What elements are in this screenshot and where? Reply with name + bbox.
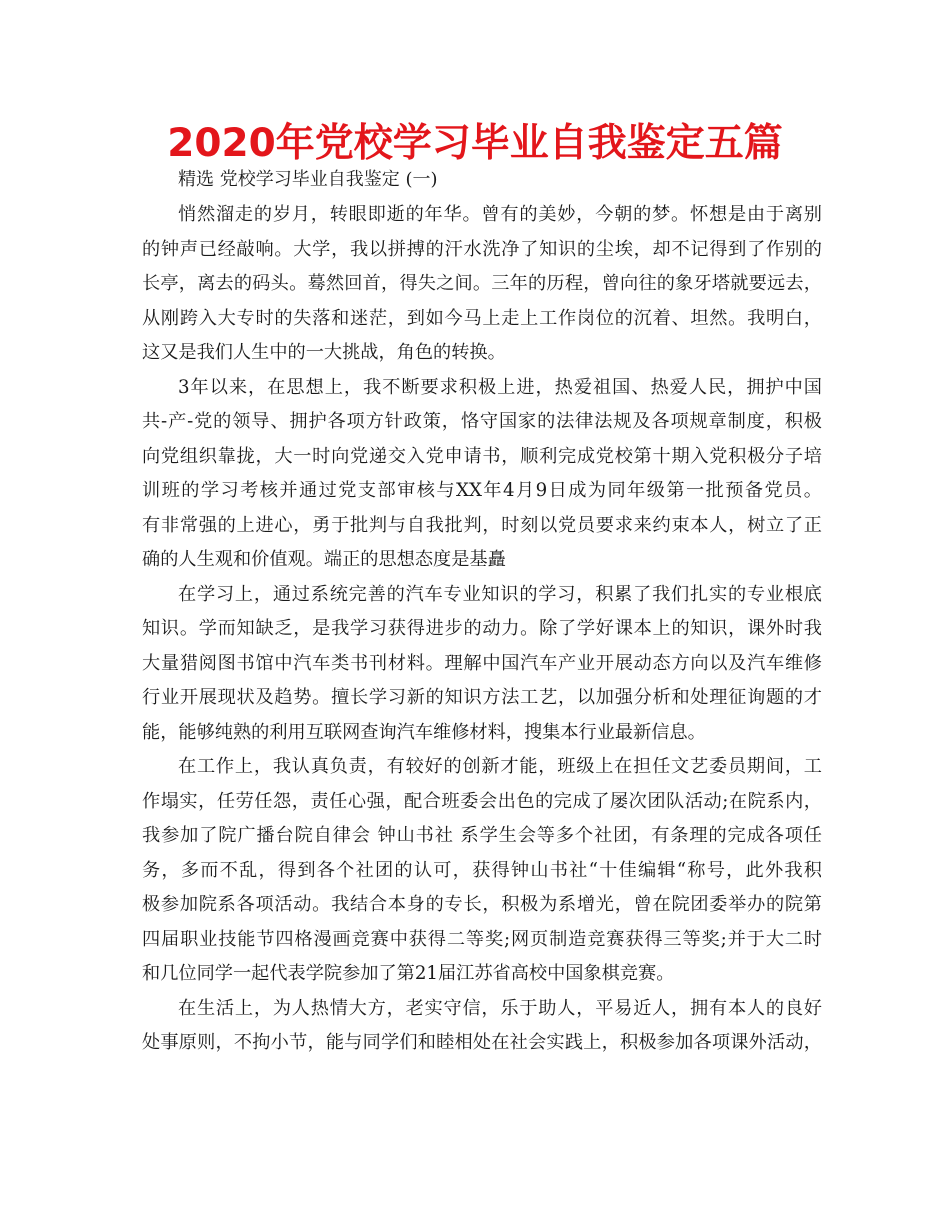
document-body xyxy=(142,198,822,1061)
body-line: 从刚跨入大专时的失落和迷茫，到如今马上走上工作岗位的沉着、坦然。我明白， xyxy=(142,307,822,329)
body-line: 长亭，离去的码头。蓦然回首，得失之间。三年的历程，曾向往的象牙塔就要远去， xyxy=(142,273,822,294)
body-line: 在工作上，我认真负责，有较好的创新才能，班级上在担任文艺委员期间，工 xyxy=(178,756,822,777)
body-line: 处事原则，不拘小节，能与同学们和睦相处在社会实践上，积极参加各项课外活动， xyxy=(142,1032,822,1053)
body-line: 训班的学习考核并通过党支部审核与XX年4月9日成为同年级第一批预备党员。 xyxy=(142,480,822,501)
body-line: 极参加院系各项活动。我结合本身的专长，积极为系增光，曾在院团委举办的院第 xyxy=(142,894,822,915)
body-line: 作塌实，任劳任怨，责任心强，配合班委会出色的完成了屡次团队活动;在院系内， xyxy=(142,790,822,812)
body-line: 在生活上，为人热情大方，老实守信，乐于助人，平易近人，拥有本人的良好 xyxy=(178,997,822,1019)
body-line: 行业开展现状及趋势。擅长学习新的知识方法工艺，以加强分析和处理征询题的才 xyxy=(142,687,822,708)
body-line: 有非常强的上进心，勇于批判与自我批判，时刻以党员要求来约束本人，树立了正 xyxy=(142,514,822,536)
body-line: 我参加了院广播台院自律会 钟山书社 系学生会等多个社团，有条理的完成各项任 xyxy=(142,825,822,846)
body-line: 的钟声已经敲响。大学，我以拼搏的汗水洗净了知识的尘埃，却不记得到了作别的 xyxy=(142,238,822,260)
body-line: 务，多而不乱，得到各个社团的认可，获得钟山书社“十佳编辑“称号，此外我积 xyxy=(142,859,822,881)
body-line: 四届职业技能节四格漫画竞赛中获得二等奖;网页制造竞赛获得三等奖;并于大二时 xyxy=(142,928,822,950)
body-line: 大量猎阅图书馆中汽车类书刊材料。理解中国汽车产业开展动态方向以及汽车维修 xyxy=(142,652,822,674)
body-line: 和几位同学一起代表学院参加了第21届江苏省高校中国象棋竞赛。 xyxy=(142,963,675,984)
body-line: 向党组织靠拢，大一时向党递交入党申请书，顺利完成党校第十期入党积极分子培 xyxy=(142,445,822,467)
body-line: 确的人生观和价值观。端正的思想态度是基矗 xyxy=(142,549,506,570)
body-line: 悄然溜走的岁月，转眼即逝的年华。曾有的美妙，今朝的梦。怀想是由于离别 xyxy=(178,204,822,225)
body-line: 3年以来，在思想上，我不断要求积极上进，热爱祖国、热爱人民，拥护中国 xyxy=(178,376,822,398)
body-line: 在学习上，通过系统完善的汽车专业知识的学习，积累了我们扎实的专业根底 xyxy=(178,583,822,605)
body-line: 知识。学而知缺乏，是我学习获得进步的动力。除了学好课本上的知识，课外时我 xyxy=(142,618,822,639)
document-subtitle: 精选 党校学习毕业自我鉴定 (一) xyxy=(178,169,438,190)
body-line: 这又是我们人生中的一大挑战，角色的转换。 xyxy=(142,342,506,363)
body-line: 能，能够纯熟的利用互联网查询汽车维修材料，搜集本行业最新信息。 xyxy=(142,721,706,743)
body-line: 共-产-党的领导、拥护各项方针政策，恪守国家的法律法规及各项规章制度，积极 xyxy=(142,411,822,432)
document-title: 2020年党校学习毕业自我鉴定五篇 xyxy=(167,121,783,166)
